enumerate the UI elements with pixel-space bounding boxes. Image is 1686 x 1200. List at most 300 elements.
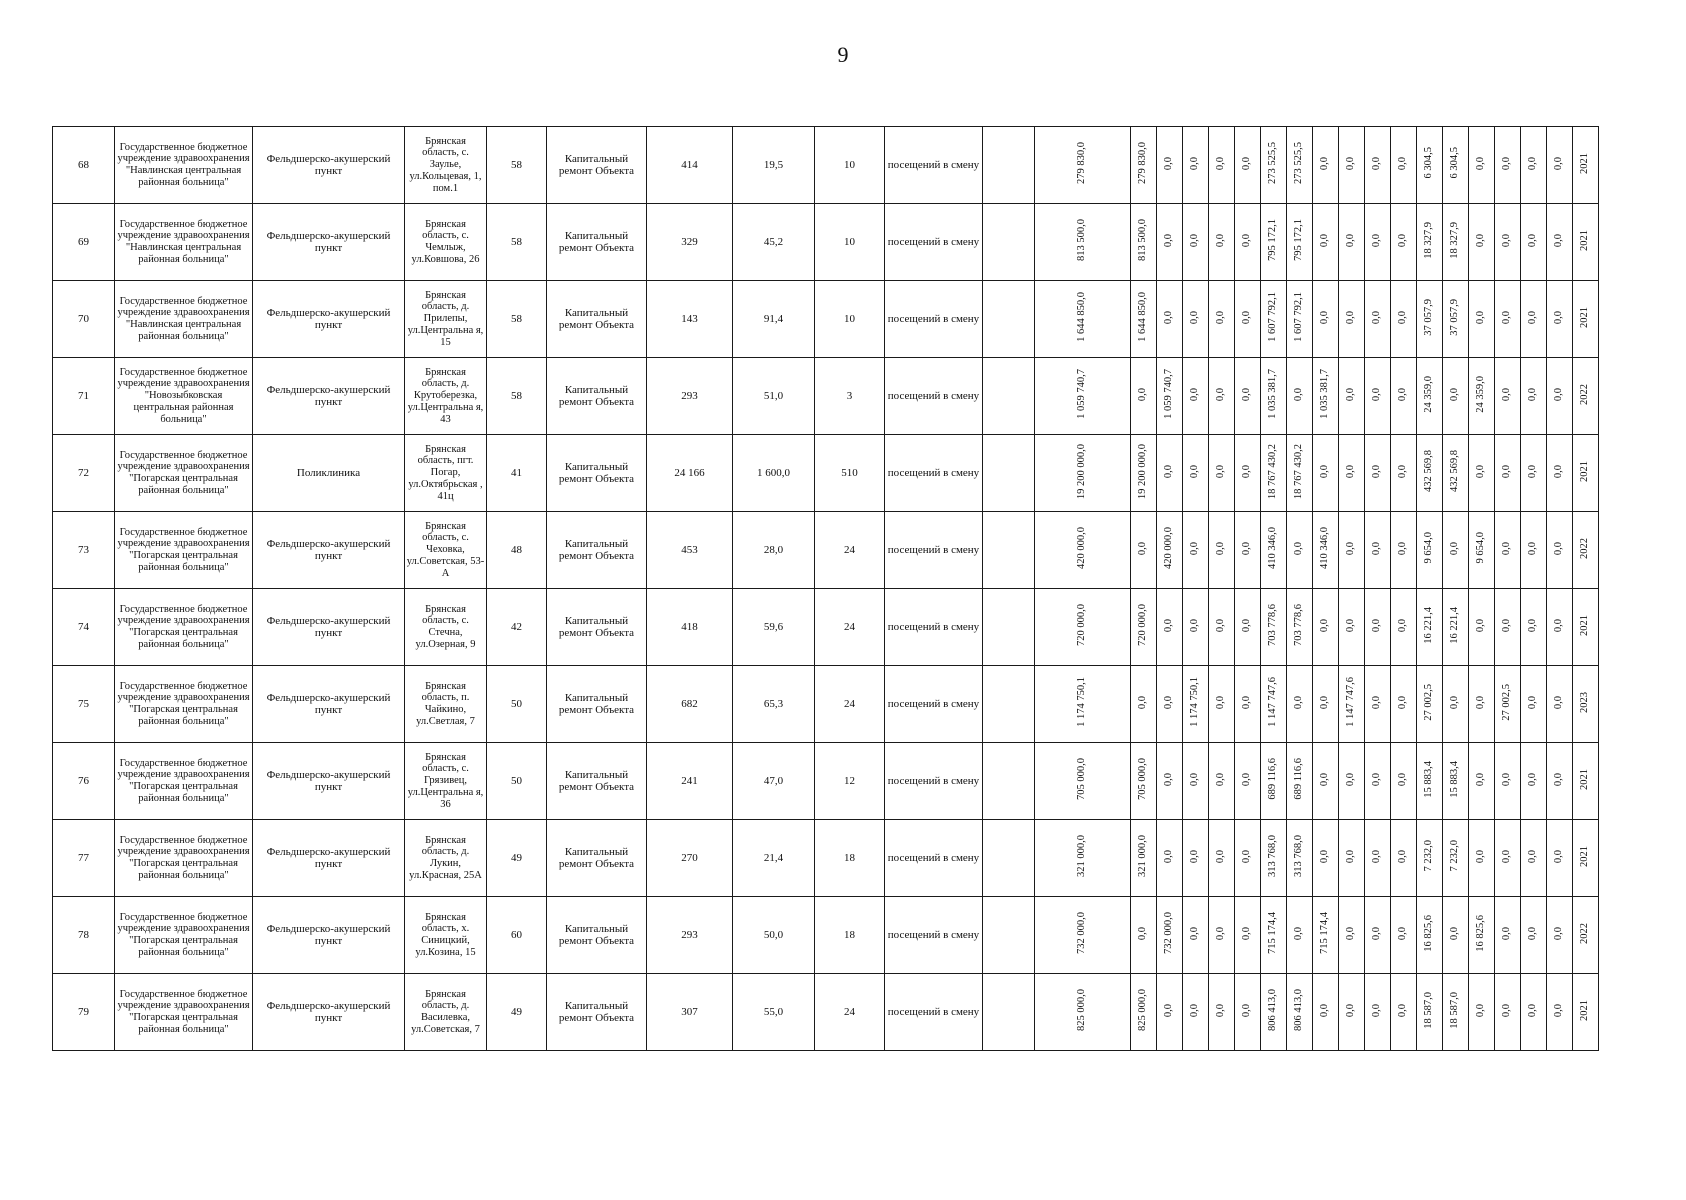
amount-value: 37 057,9 bbox=[1449, 298, 1461, 336]
amount-value: 0,0 bbox=[1241, 310, 1253, 324]
year-value: 2021 bbox=[1579, 768, 1591, 790]
amount-cell bbox=[1365, 897, 1391, 974]
amount-value: 0,0 bbox=[1241, 926, 1253, 940]
amount-cell bbox=[1313, 974, 1339, 1051]
amount-value: 1 607 792,1 bbox=[1267, 292, 1279, 343]
amount-cell bbox=[1521, 512, 1547, 589]
amount-value: 1 644 850,0 bbox=[1137, 292, 1149, 343]
amount-value: 24 359,0 bbox=[1475, 375, 1487, 413]
amount-cell bbox=[1443, 204, 1469, 281]
code-cell: 58 bbox=[487, 127, 547, 204]
amount-value: 0,0 bbox=[1475, 695, 1487, 709]
visits-cell: 10 bbox=[815, 281, 885, 358]
amount-cell bbox=[1339, 281, 1365, 358]
amount-value: 0,0 bbox=[1189, 1003, 1201, 1017]
table-row bbox=[53, 358, 1671, 435]
amount-cell bbox=[1469, 589, 1495, 666]
amount-cell bbox=[1261, 820, 1287, 897]
amount-value: 1 644 850,0 bbox=[1076, 292, 1088, 343]
amount-value: 0,0 bbox=[1527, 541, 1539, 555]
amount-cell bbox=[1157, 743, 1183, 820]
address-cell: Брянская область, д. Василевка, ул.Советская, 7 bbox=[405, 974, 487, 1051]
amount-cell bbox=[1547, 589, 1573, 666]
amount-value: 0,0 bbox=[1189, 772, 1201, 786]
amount-value: 825 000,0 bbox=[1076, 989, 1088, 1032]
amount-cell bbox=[1365, 974, 1391, 1051]
amount-cell bbox=[1235, 974, 1261, 1051]
amount-value: 795 172,1 bbox=[1267, 219, 1279, 262]
amount-cell bbox=[1131, 974, 1157, 1051]
amount-value: 0,0 bbox=[1527, 1003, 1539, 1017]
address-cell: Брянская область, с. Грязивец, ул.Центральна я, 36 bbox=[405, 743, 487, 820]
amount-value: 6 304,5 bbox=[1449, 147, 1461, 179]
amount-cell bbox=[1469, 512, 1495, 589]
amount-cell bbox=[1547, 127, 1573, 204]
amount-value: 279 830,0 bbox=[1076, 142, 1088, 185]
amount-cell bbox=[1209, 666, 1235, 743]
amount-cell bbox=[1183, 743, 1209, 820]
blank-cell bbox=[983, 743, 1035, 820]
amount-value: 0,0 bbox=[1163, 618, 1175, 632]
amount-cell bbox=[1417, 512, 1443, 589]
amount-cell bbox=[1417, 820, 1443, 897]
amount-cell bbox=[1235, 820, 1261, 897]
amount-value: 432 569,8 bbox=[1449, 450, 1461, 493]
amount-cell bbox=[1209, 127, 1235, 204]
amount-cell bbox=[1183, 281, 1209, 358]
amount-value: 0,0 bbox=[1553, 156, 1565, 170]
amount-cell bbox=[1339, 589, 1365, 666]
amount-value: 0,0 bbox=[1215, 1003, 1227, 1017]
amount-cell bbox=[1443, 897, 1469, 974]
blank-cell bbox=[983, 435, 1035, 512]
amount-cell bbox=[1313, 281, 1339, 358]
amount-cell bbox=[1209, 358, 1235, 435]
amount-value: 0,0 bbox=[1345, 772, 1357, 786]
amount-cell bbox=[1235, 512, 1261, 589]
facility-type-cell: Фельдшерско-акушерский пункт bbox=[253, 358, 405, 435]
unit-cell: посещений в смену bbox=[885, 897, 983, 974]
amount-value: 0,0 bbox=[1501, 310, 1513, 324]
amount-value: 0,0 bbox=[1501, 772, 1513, 786]
amount-cell bbox=[1443, 512, 1469, 589]
amount-cell bbox=[1157, 435, 1183, 512]
amount-value: 703 778,6 bbox=[1293, 604, 1305, 647]
amount-value: 16 825,6 bbox=[1475, 914, 1487, 952]
table-row bbox=[53, 204, 1671, 281]
amount-value: 0,0 bbox=[1163, 156, 1175, 170]
amount-cell bbox=[1443, 974, 1469, 1051]
year-value: 2022 bbox=[1579, 383, 1591, 405]
capacity-cell: 307 bbox=[647, 974, 733, 1051]
table-row bbox=[53, 435, 1671, 512]
amount-cell bbox=[1365, 666, 1391, 743]
capacity-cell: 24 166 bbox=[647, 435, 733, 512]
amount-value: 18 327,9 bbox=[1423, 221, 1435, 259]
amount-cell bbox=[1547, 358, 1573, 435]
capacity-cell: 453 bbox=[647, 512, 733, 589]
amount-cell bbox=[1261, 897, 1287, 974]
amount-cell bbox=[1365, 512, 1391, 589]
facility-type-cell: Фельдшерско-акушерский пункт bbox=[253, 743, 405, 820]
amount-cell bbox=[1183, 512, 1209, 589]
amount-value: 0,0 bbox=[1501, 156, 1513, 170]
amount-cell bbox=[1417, 743, 1443, 820]
amount-value: 806 413,0 bbox=[1267, 989, 1279, 1032]
amount-value: 825 000,0 bbox=[1137, 989, 1149, 1032]
amount-cell bbox=[1495, 127, 1521, 204]
amount-value: 0,0 bbox=[1215, 772, 1227, 786]
capacity-cell: 682 bbox=[647, 666, 733, 743]
facility-type-cell: Фельдшерско-акушерский пункт bbox=[253, 204, 405, 281]
amount-cell bbox=[1261, 974, 1287, 1051]
amount-cell bbox=[1157, 666, 1183, 743]
amount-value: 0,0 bbox=[1397, 310, 1409, 324]
amount-cell bbox=[1287, 743, 1313, 820]
amount-cell bbox=[1365, 358, 1391, 435]
amount-value: 715 174,4 bbox=[1267, 912, 1279, 955]
area-cell: 28,0 bbox=[733, 512, 815, 589]
amount-value: 313 768,0 bbox=[1267, 835, 1279, 878]
table-row bbox=[53, 589, 1671, 666]
amount-value: 0,0 bbox=[1241, 541, 1253, 555]
row-number-cell: 78 bbox=[53, 897, 115, 974]
amount-value: 0,0 bbox=[1553, 541, 1565, 555]
amount-cell bbox=[1495, 897, 1521, 974]
amount-cell bbox=[1209, 512, 1235, 589]
amount-cell bbox=[1235, 897, 1261, 974]
amount-cell bbox=[1131, 435, 1157, 512]
amount-cell bbox=[1287, 127, 1313, 204]
amount-cell bbox=[1287, 897, 1313, 974]
amount-cell bbox=[1131, 512, 1157, 589]
code-cell: 41 bbox=[487, 435, 547, 512]
amount-value: 18 587,0 bbox=[1423, 991, 1435, 1029]
blank-cell bbox=[983, 512, 1035, 589]
amount-cell bbox=[1417, 666, 1443, 743]
amount-value: 0,0 bbox=[1241, 695, 1253, 709]
amount-value: 0,0 bbox=[1475, 772, 1487, 786]
amount-value: 0,0 bbox=[1345, 387, 1357, 401]
amount-cell bbox=[1313, 589, 1339, 666]
amount-cell bbox=[1209, 204, 1235, 281]
amount-cell bbox=[1443, 743, 1469, 820]
amount-cell bbox=[1235, 589, 1261, 666]
work-type-cell: Капитальный ремонт Объекта bbox=[547, 974, 647, 1051]
facility-type-cell: Фельдшерско-акушерский пункт bbox=[253, 512, 405, 589]
year-value: 2023 bbox=[1579, 691, 1591, 713]
amount-cell bbox=[1157, 358, 1183, 435]
year-value: 2021 bbox=[1579, 229, 1591, 251]
row-number-cell: 75 bbox=[53, 666, 115, 743]
row-number-cell: 69 bbox=[53, 204, 115, 281]
amount-cell bbox=[1313, 512, 1339, 589]
amount-value: 0,0 bbox=[1527, 464, 1539, 478]
amount-value: 0,0 bbox=[1527, 849, 1539, 863]
organization-cell: Государственное бюджетное учреждение здравоохранения "Погарская центральная районная больница" bbox=[115, 974, 253, 1051]
amount-cell bbox=[1035, 820, 1131, 897]
amount-value: 0,0 bbox=[1345, 541, 1357, 555]
amount-value: 0,0 bbox=[1137, 926, 1149, 940]
amount-value: 0,0 bbox=[1371, 156, 1383, 170]
amount-value: 0,0 bbox=[1501, 464, 1513, 478]
amount-value: 0,0 bbox=[1319, 772, 1331, 786]
amount-cell bbox=[1313, 743, 1339, 820]
amount-value: 0,0 bbox=[1501, 618, 1513, 632]
amount-value: 0,0 bbox=[1397, 926, 1409, 940]
code-cell: 60 bbox=[487, 897, 547, 974]
facility-type-cell: Фельдшерско-акушерский пункт bbox=[253, 589, 405, 666]
code-cell: 49 bbox=[487, 820, 547, 897]
amount-value: 0,0 bbox=[1397, 156, 1409, 170]
organization-cell: Государственное бюджетное учреждение здравоохранения "Погарская центральная районная больница" bbox=[115, 512, 253, 589]
amount-value: 16 825,6 bbox=[1423, 914, 1435, 952]
amount-value: 0,0 bbox=[1397, 387, 1409, 401]
year-value: 2021 bbox=[1579, 152, 1591, 174]
year-value: 2021 bbox=[1579, 614, 1591, 636]
area-cell: 21,4 bbox=[733, 820, 815, 897]
amount-value: 0,0 bbox=[1397, 695, 1409, 709]
amount-cell bbox=[1131, 127, 1157, 204]
amount-cell bbox=[1183, 974, 1209, 1051]
amount-value: 16 221,4 bbox=[1423, 606, 1435, 644]
amount-cell bbox=[1183, 435, 1209, 512]
amount-cell bbox=[1035, 358, 1131, 435]
amount-cell bbox=[1261, 435, 1287, 512]
organization-cell: Государственное бюджетное учреждение здравоохранения "Погарская центральная районная больница" bbox=[115, 435, 253, 512]
visits-cell: 3 bbox=[815, 358, 885, 435]
year-value: 2022 bbox=[1579, 922, 1591, 944]
work-type-cell: Капитальный ремонт Объекта bbox=[547, 435, 647, 512]
amount-cell bbox=[1521, 358, 1547, 435]
page-number: 9 bbox=[837, 42, 849, 67]
year-cell bbox=[1573, 204, 1599, 281]
amount-value: 705 000,0 bbox=[1137, 758, 1149, 801]
amount-cell bbox=[1313, 358, 1339, 435]
area-cell: 45,2 bbox=[733, 204, 815, 281]
amount-value: 0,0 bbox=[1553, 310, 1565, 324]
amount-cell bbox=[1287, 281, 1313, 358]
amount-value: 0,0 bbox=[1345, 233, 1357, 247]
amount-value: 0,0 bbox=[1501, 926, 1513, 940]
unit-cell: посещений в смену bbox=[885, 127, 983, 204]
amount-cell bbox=[1443, 358, 1469, 435]
address-cell: Брянская область, х. Синицкий, ул.Козина, 15 bbox=[405, 897, 487, 974]
amount-value: 0,0 bbox=[1345, 618, 1357, 632]
amount-cell bbox=[1495, 358, 1521, 435]
amount-value: 24 359,0 bbox=[1423, 375, 1435, 413]
amount-cell bbox=[1287, 820, 1313, 897]
facility-type-cell: Фельдшерско-акушерский пункт bbox=[253, 666, 405, 743]
amount-value: 18 327,9 bbox=[1449, 221, 1461, 259]
amount-value: 15 883,4 bbox=[1449, 760, 1461, 798]
amount-value: 0,0 bbox=[1163, 695, 1175, 709]
amount-value: 0,0 bbox=[1475, 849, 1487, 863]
amount-value: 703 778,6 bbox=[1267, 604, 1279, 647]
amount-cell bbox=[1417, 589, 1443, 666]
amount-value: 0,0 bbox=[1475, 156, 1487, 170]
capacity-cell: 414 bbox=[647, 127, 733, 204]
amount-value: 0,0 bbox=[1553, 233, 1565, 247]
amount-cell bbox=[1035, 512, 1131, 589]
amount-cell bbox=[1035, 666, 1131, 743]
visits-cell: 24 bbox=[815, 974, 885, 1051]
amount-cell bbox=[1183, 204, 1209, 281]
amount-value: 0,0 bbox=[1137, 695, 1149, 709]
amount-value: 27 002,5 bbox=[1423, 683, 1435, 721]
amount-value: 0,0 bbox=[1371, 233, 1383, 247]
amount-value: 0,0 bbox=[1553, 464, 1565, 478]
amount-cell bbox=[1391, 974, 1417, 1051]
table-row bbox=[53, 897, 1671, 974]
amount-value: 0,0 bbox=[1137, 541, 1149, 555]
amount-cell bbox=[1547, 281, 1573, 358]
blank-cell bbox=[983, 204, 1035, 281]
code-cell: 42 bbox=[487, 589, 547, 666]
amount-cell bbox=[1261, 743, 1287, 820]
amount-cell bbox=[1521, 897, 1547, 974]
facility-type-cell: Поликлиника bbox=[253, 435, 405, 512]
year-cell bbox=[1573, 358, 1599, 435]
area-cell: 19,5 bbox=[733, 127, 815, 204]
row-number-cell: 76 bbox=[53, 743, 115, 820]
year-cell bbox=[1573, 666, 1599, 743]
amount-value: 0,0 bbox=[1241, 464, 1253, 478]
amount-cell bbox=[1391, 666, 1417, 743]
amount-cell bbox=[1287, 512, 1313, 589]
amount-cell bbox=[1547, 974, 1573, 1051]
amount-value: 27 002,5 bbox=[1501, 683, 1513, 721]
amount-cell bbox=[1365, 281, 1391, 358]
amount-value: 420 000,0 bbox=[1076, 527, 1088, 570]
amount-cell bbox=[1547, 204, 1573, 281]
amount-cell bbox=[1495, 204, 1521, 281]
amount-value: 0,0 bbox=[1553, 849, 1565, 863]
amount-value: 0,0 bbox=[1527, 926, 1539, 940]
amount-cell bbox=[1209, 281, 1235, 358]
visits-cell: 18 bbox=[815, 820, 885, 897]
amount-value: 313 768,0 bbox=[1293, 835, 1305, 878]
table-row bbox=[53, 974, 1671, 1051]
organization-cell: Государственное бюджетное учреждение здравоохранения "Погарская центральная районная больница" bbox=[115, 666, 253, 743]
amount-cell bbox=[1261, 127, 1287, 204]
amount-value: 0,0 bbox=[1137, 387, 1149, 401]
amount-value: 795 172,1 bbox=[1293, 219, 1305, 262]
address-cell: Брянская область, с. Заулье, ул.Кольцевая, 1, пом.1 bbox=[405, 127, 487, 204]
blank-cell bbox=[983, 666, 1035, 743]
amount-cell bbox=[1313, 820, 1339, 897]
work-type-cell: Капитальный ремонт Объекта bbox=[547, 820, 647, 897]
amount-value: 0,0 bbox=[1553, 387, 1565, 401]
amount-cell bbox=[1157, 512, 1183, 589]
amount-cell bbox=[1417, 281, 1443, 358]
table-row bbox=[53, 666, 1671, 743]
amount-value: 689 116,6 bbox=[1267, 758, 1279, 800]
visits-cell: 24 bbox=[815, 512, 885, 589]
amount-cell bbox=[1391, 435, 1417, 512]
amount-value: 1 035 381,7 bbox=[1319, 369, 1331, 420]
work-type-cell: Капитальный ремонт Объекта bbox=[547, 512, 647, 589]
amount-value: 0,0 bbox=[1371, 387, 1383, 401]
amount-cell bbox=[1235, 435, 1261, 512]
amount-value: 0,0 bbox=[1293, 695, 1305, 709]
amount-cell bbox=[1495, 820, 1521, 897]
amount-value: 0,0 bbox=[1215, 464, 1227, 478]
year-value: 2022 bbox=[1579, 537, 1591, 559]
amount-cell bbox=[1469, 127, 1495, 204]
amount-value: 0,0 bbox=[1319, 618, 1331, 632]
work-type-cell: Капитальный ремонт Объекта bbox=[547, 743, 647, 820]
amount-value: 7 232,0 bbox=[1423, 840, 1435, 872]
objects-table-wrap bbox=[52, 126, 1671, 1051]
amount-cell bbox=[1131, 589, 1157, 666]
organization-cell: Государственное бюджетное учреждение здравоохранения "Погарская центральная районная больница" bbox=[115, 897, 253, 974]
amount-value: 1 147 747,6 bbox=[1267, 677, 1279, 728]
amount-cell bbox=[1339, 820, 1365, 897]
amount-value: 0,0 bbox=[1163, 772, 1175, 786]
address-cell: Брянская область, с. Чеховка, ул.Советская, 53-А bbox=[405, 512, 487, 589]
visits-cell: 510 bbox=[815, 435, 885, 512]
amount-cell bbox=[1131, 358, 1157, 435]
amount-value: 0,0 bbox=[1163, 310, 1175, 324]
amount-value: 0,0 bbox=[1215, 849, 1227, 863]
amount-cell bbox=[1469, 281, 1495, 358]
amount-cell bbox=[1495, 281, 1521, 358]
table-body bbox=[53, 127, 1671, 1051]
amount-value: 720 000,0 bbox=[1076, 604, 1088, 647]
amount-value: 0,0 bbox=[1397, 1003, 1409, 1017]
amount-value: 0,0 bbox=[1449, 387, 1461, 401]
area-cell: 50,0 bbox=[733, 897, 815, 974]
amount-cell bbox=[1209, 820, 1235, 897]
amount-cell bbox=[1209, 897, 1235, 974]
amount-value: 0,0 bbox=[1189, 156, 1201, 170]
address-cell: Брянская область, д. Прилепы, ул.Центральна я, 15 bbox=[405, 281, 487, 358]
amount-cell bbox=[1469, 358, 1495, 435]
amount-cell bbox=[1339, 204, 1365, 281]
amount-value: 0,0 bbox=[1475, 233, 1487, 247]
amount-cell bbox=[1443, 435, 1469, 512]
amount-cell bbox=[1469, 743, 1495, 820]
amount-value: 0,0 bbox=[1345, 926, 1357, 940]
amount-cell bbox=[1365, 743, 1391, 820]
amount-value: 0,0 bbox=[1397, 772, 1409, 786]
amount-value: 18 767 430,2 bbox=[1293, 443, 1305, 499]
amount-cell bbox=[1495, 512, 1521, 589]
unit-cell: посещений в смену bbox=[885, 512, 983, 589]
facility-type-cell: Фельдшерско-акушерский пункт bbox=[253, 897, 405, 974]
work-type-cell: Капитальный ремонт Объекта bbox=[547, 589, 647, 666]
amount-cell bbox=[1131, 820, 1157, 897]
amount-value: 0,0 bbox=[1371, 464, 1383, 478]
amount-cell bbox=[1521, 743, 1547, 820]
amount-value: 0,0 bbox=[1163, 1003, 1175, 1017]
amount-value: 0,0 bbox=[1553, 926, 1565, 940]
amount-value: 432 569,8 bbox=[1423, 450, 1435, 493]
amount-value: 1 174 750,1 bbox=[1189, 677, 1201, 728]
amount-value: 0,0 bbox=[1501, 849, 1513, 863]
amount-cell bbox=[1209, 589, 1235, 666]
amount-cell bbox=[1261, 358, 1287, 435]
amount-value: 0,0 bbox=[1501, 233, 1513, 247]
row-number-cell: 74 bbox=[53, 589, 115, 666]
amount-cell bbox=[1417, 435, 1443, 512]
amount-cell bbox=[1391, 897, 1417, 974]
amount-cell bbox=[1495, 743, 1521, 820]
amount-cell bbox=[1339, 435, 1365, 512]
amount-cell bbox=[1235, 743, 1261, 820]
amount-value: 806 413,0 bbox=[1293, 989, 1305, 1032]
